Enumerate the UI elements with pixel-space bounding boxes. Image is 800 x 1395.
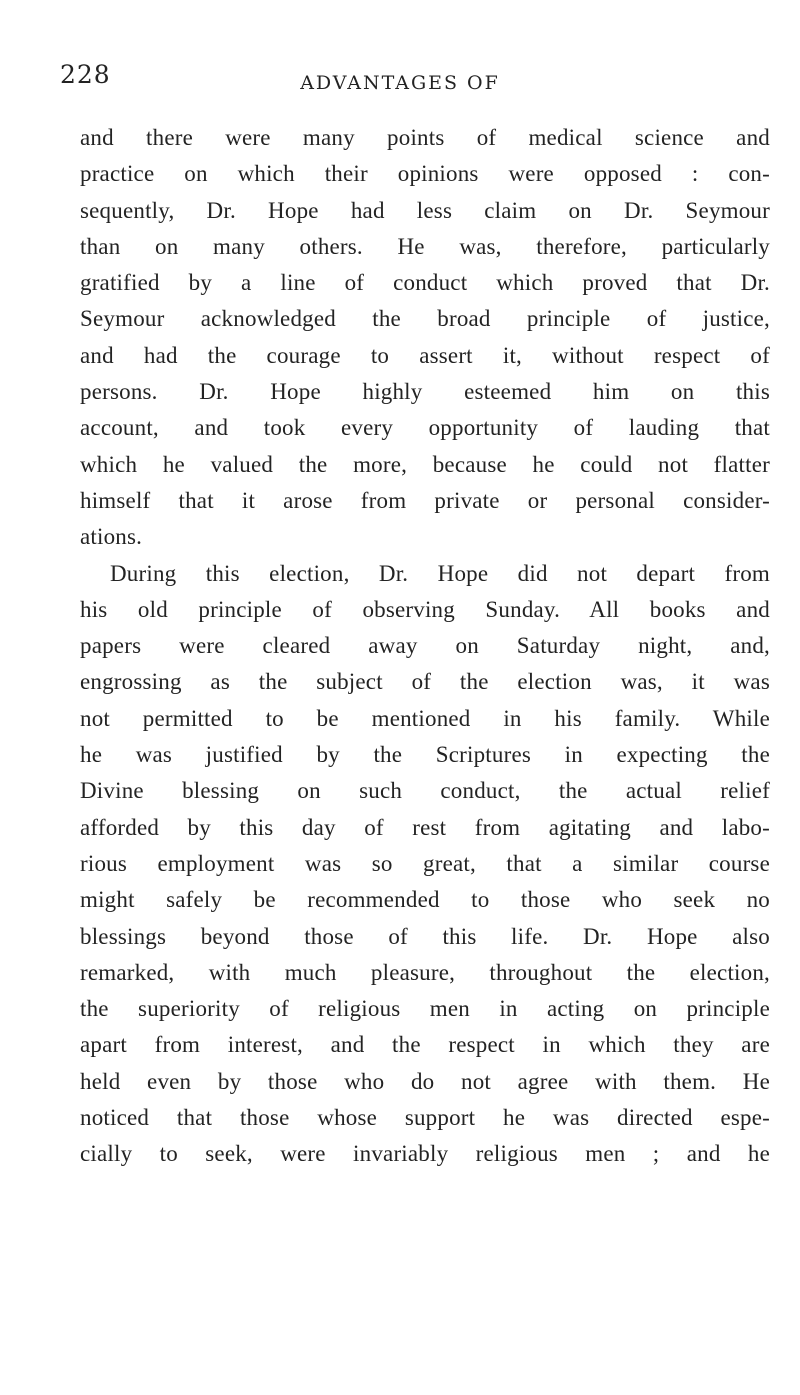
text-line: himself that it arose from private or personal consider- [80,487,770,513]
text-line: remarked, with much pleasure, throughout the election, [80,959,770,985]
running-head: ADVANTAGES OF [300,72,500,94]
text-line: apart from interest, and the respect in which they are [80,1032,770,1058]
text-line: sequently, Dr. Hope had less claim on Dr. Seymour [80,197,770,223]
page-number: 228 [60,60,111,89]
text-line: papers were cleared away on Saturday night, and, [80,633,770,659]
page-header [0,60,800,100]
text-line: rious employment was so great, that a similar course [80,850,770,876]
text-line: account, and took every opportunity of lauding that [80,415,770,441]
text-line: his old principle of observing Sunday. All books and [80,596,770,622]
text-line: and had the courage to assert it, without respect of [80,342,770,368]
text-line: the superiority of religious men in acting on principle [80,996,770,1022]
text-line: Divine blessing on such conduct, the actual relief [80,778,770,804]
text-line: and there were many points of medical science and [80,125,770,150]
text-line: blessings beyond those of this life. Dr. Hope also [80,923,770,949]
text-line: Seymour acknowledged the broad principle of justice, [80,306,770,332]
text-line: persons. Dr. Hope highly esteemed him on this [80,379,770,405]
text-line: practice on which their opinions were opposed : con- [80,161,770,187]
text-line: cially to seek, were invariably religious men ; and he [80,1141,770,1167]
text-line: not permitted to be mentioned in his family. While [80,705,770,731]
text-line: ations. [80,524,143,550]
text-line: afforded by this day of rest from agitating and labo- [80,814,770,840]
text-line: which he valued the more, because he could not flatter [80,451,770,477]
text-line: he was justified by the Scriptures in expecting the [80,742,770,768]
text-line: gratified by a line of conduct which proved that Dr. [80,270,770,296]
text-line: than on many others. He was, therefore, particularly [80,233,770,259]
text-line: During this election, Dr. Hope did not depart from [110,560,770,586]
text-line: engrossing as the subject of the election was, it was [80,669,770,695]
text-line: noticed that those whose support he was directed espe- [80,1105,770,1131]
text-line: held even by those who do not agree with them. He [80,1068,770,1094]
body-text [80,120,770,1173]
text-line: might safely be recommended to those who seek no [80,887,770,913]
